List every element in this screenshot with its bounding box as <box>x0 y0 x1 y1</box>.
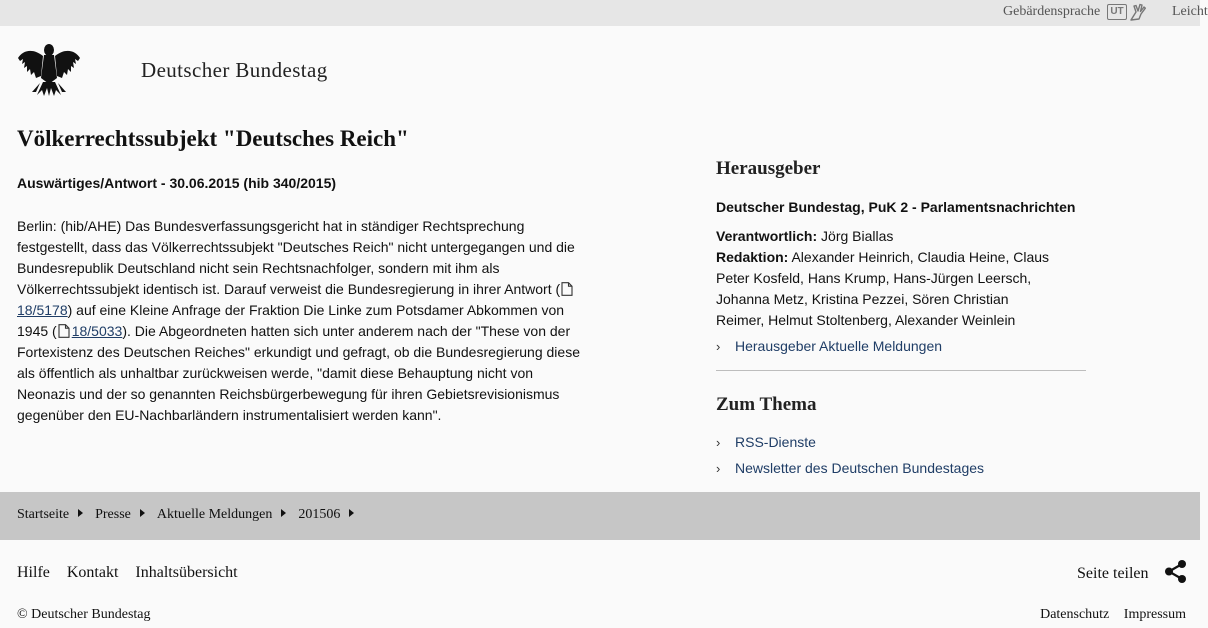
responsible-value: Jörg Biallas <box>817 228 894 244</box>
footer-link-datenschutz[interactable]: Datenschutz <box>1040 607 1110 622</box>
editorial-label: Redaktion: <box>716 249 789 265</box>
link-label: Newsletter des Deutschen Bundestages <box>735 460 985 476</box>
utility-bar <box>0 0 1208 26</box>
footer-link-kontakt[interactable]: Kontakt <box>66 564 119 581</box>
sign-language-link[interactable]: Gebärdensprache <box>1003 4 1101 19</box>
link-label: RSS-Dienste <box>735 434 816 450</box>
rss-link[interactable] <box>716 434 816 450</box>
document-link-18-5033[interactable]: 18/5033 <box>71 323 123 339</box>
easy-language-link[interactable]: Leicht <box>1172 4 1208 19</box>
caret-right-icon <box>140 509 145 517</box>
editorial-value: Alexander Heinrich, Claudia Heine, Claus <box>788 249 1050 265</box>
footer-link-impressum[interactable]: Impressum <box>1123 607 1186 622</box>
publisher-name: Deutscher Bundestag, PuK 2 - Parlamentsnachrichten <box>716 199 1076 215</box>
publisher-info <box>716 226 1076 331</box>
breadcrumb-item-aktuelle-meldungen[interactable]: Aktuelle Meldungen <box>156 507 273 522</box>
publisher-news-link[interactable] <box>716 338 942 354</box>
eagle-icon[interactable] <box>17 40 81 97</box>
publisher-heading: Herausgeber <box>716 158 821 179</box>
article-line: Berlin: (hib/AHE) Das Bundesverfassungsgericht hat in ständiger Rechtsprechung <box>17 218 525 234</box>
breadcrumb-item-presse[interactable]: Presse <box>95 507 131 522</box>
article-line: gegenüber den EU-Nachbarländern instrumentalisiert werden kann". <box>17 407 442 423</box>
editorial-line: Reimer, Helmut Stoltenberg, Alexander Weinlein <box>716 312 1016 328</box>
share-page-button[interactable]: Seite teilen <box>1077 565 1149 582</box>
article-line <box>17 321 587 342</box>
legal-links <box>1029 607 1186 623</box>
article-line: Fortexistenz des Deutschen Reiches" erkundigt und gefragt, ob die Bundesregierung diese <box>17 344 580 360</box>
newsletter-link[interactable] <box>716 460 984 476</box>
article-line: Neonazis und der so genannten Reichsbürgerbewegung für ihren Gebietsrevisionismus <box>17 386 560 402</box>
chevron-right-icon: › <box>716 435 721 450</box>
sidebar-divider <box>716 370 1086 371</box>
article-title: Völkerrechtssubjekt "Deutsches Reich" <box>17 126 409 151</box>
document-icon <box>58 324 70 338</box>
breadcrumb-item-201506[interactable]: 201506 <box>298 507 341 522</box>
article-text: ). Die Abgeordneten hatten sich unter anderem nach der "These von der <box>122 323 571 339</box>
subtitle-badge-icon[interactable]: UT <box>1107 4 1127 20</box>
footer-nav <box>17 564 251 582</box>
topic-heading: Zum Thema <box>716 394 817 415</box>
article-line: festgestellt, dass das Völkerrechtssubjekt "Deutsches Reich" nicht untergegangen und die <box>17 239 575 255</box>
breadcrumb-item-startseite[interactable]: Startseite <box>17 507 70 522</box>
document-icon <box>561 282 573 296</box>
chevron-right-icon: › <box>716 339 721 354</box>
caret-right-icon <box>281 509 286 517</box>
caret-right-icon <box>349 509 354 517</box>
article-line: als öffentlich als unhaltbar zurückweisen werde, "damit diese Behauptung nicht von <box>17 365 534 381</box>
article-line: Bundesrepublik Deutschland nicht sein Rechtsnachfolger, sondern mit ihm als <box>17 260 500 276</box>
editorial-line: Peter Kosfeld, Hans Krump, Hans-Jürgen Leersch, <box>716 270 1032 286</box>
footer-link-inhaltsuebersicht[interactable]: Inhaltsübersicht <box>135 564 238 581</box>
breadcrumb-trail <box>17 507 366 523</box>
breadcrumb <box>0 492 1200 540</box>
article-text: ) auf eine Kleine Anfrage der Fraktion Die Linke zum Potsdamer Abkommen von <box>67 302 565 318</box>
caret-right-icon <box>78 509 83 517</box>
article-line <box>17 279 587 300</box>
editorial-line <box>716 247 1076 268</box>
responsible-label: Verantwortlich: <box>716 228 818 244</box>
copyright: © Deutscher Bundestag <box>17 607 151 622</box>
document-link-18-5178[interactable]: 18/5178 <box>17 302 68 318</box>
article-meta: Auswärtiges/Antwort - 30.06.2015 (hib 340/2015) <box>17 175 337 191</box>
article-line <box>17 300 587 321</box>
chevron-right-icon: › <box>716 461 721 476</box>
share-icon[interactable] <box>1163 559 1188 584</box>
editorial-line: Johanna Metz, Kristina Pezzei, Sören Christian <box>716 291 1009 307</box>
responsible-line <box>716 226 1076 247</box>
link-label: Herausgeber Aktuelle Meldungen <box>735 338 943 354</box>
article-body <box>17 216 587 426</box>
article-text: Völkerrechtssubjekt identisch ist. Darauf verweist die Bundesregierung in ihrer Antwort ( <box>17 281 561 297</box>
sign-language-hand-icon[interactable] <box>1128 3 1146 22</box>
footer-link-hilfe[interactable]: Hilfe <box>17 564 50 581</box>
site-title[interactable]: Deutscher Bundestag <box>141 58 328 82</box>
article-text: 1945 ( <box>17 323 57 339</box>
